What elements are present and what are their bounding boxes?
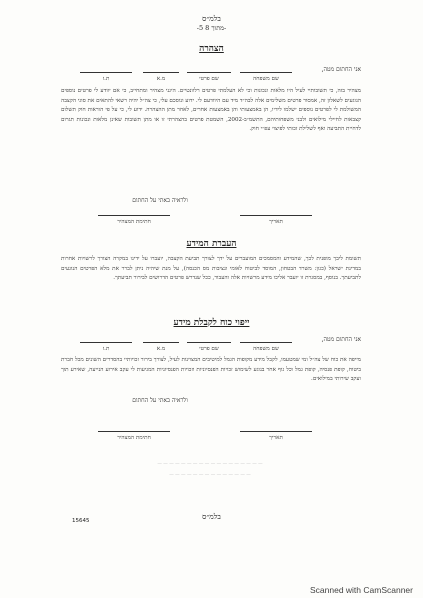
id-number-label: ת.ז bbox=[102, 76, 110, 82]
transfer-title: העברת המידע bbox=[186, 239, 237, 249]
authorization-date-field[interactable] bbox=[240, 431, 312, 432]
declaration-date-field[interactable] bbox=[240, 215, 312, 216]
authorization-sign-caption: ולראיה באתי על החתום bbox=[132, 397, 188, 404]
classification-header: בלמ״ס bbox=[202, 14, 221, 23]
declaration-signature-field[interactable] bbox=[98, 215, 170, 216]
first-name-field[interactable] bbox=[187, 72, 231, 73]
transfer-body: תשומת ליבך מופנית לכך, שהמידע והמסמכים המועברים על ידך לצורך תביעת הקצבה, יועברו על ידינו במקרה הצורך לרשויות אחרות במדינת ישראל (כגון: משרד הבטחון, המוסד לביטוח לאומי ונציבות מס הכנסה), על מנת שיהיה ניתן לברר את מלא הפרטים הנוגעים לתביעתך. בנוסף, במסגרת זו יועבר אליכו מידע מרשויות אלה והעבור, ככל שנדרש פרטים הדרושים לבירור תביעתך. bbox=[61, 256, 361, 282]
personal-number-field[interactable] bbox=[143, 72, 179, 73]
declaration-title: הצהרה bbox=[199, 44, 224, 54]
declaration-date-label: תאריך bbox=[269, 219, 283, 225]
authorization-signature-label: חתימת המצהיר bbox=[117, 435, 151, 441]
page-number: -5 מתוך 8- bbox=[196, 24, 227, 32]
authorization-intro: אני החתום מטה, bbox=[321, 336, 361, 343]
first-name-label: שם פרטי bbox=[199, 76, 219, 82]
last-name-label: שם משפחה bbox=[253, 76, 279, 82]
personal-number-label: מ.א bbox=[156, 76, 166, 82]
authorization-signature-field[interactable] bbox=[98, 431, 170, 432]
id-number-field[interactable] bbox=[80, 72, 132, 73]
authorization-date-label: תאריך bbox=[269, 435, 283, 441]
faint-bleed-line-1: — — — — — — — — — — — — — — — — — — bbox=[157, 462, 263, 467]
authorization-body: מייפה את כוח של צה״ל ומי שמטעמו, לקבל מידע מקופות הגמל למיטיבים המצוינות לעיל, לצורך בירור זכויותיי בהסדרים השונים מכל חברת ביטוח, קופת פנסיה, קופת גמל וכל גוף אחר בנוגע לשימוש זכויות הפנסיוניות וזכויות הפנסיוניות המגיעות לי עקב אירוע הנייעה, שאירע תוך ועקב שירותי במילואים. bbox=[61, 357, 361, 383]
auth-last-name-label: שם משפחה bbox=[253, 346, 279, 352]
auth-id-number-field[interactable] bbox=[80, 342, 132, 343]
classification-footer: בלמ״ס bbox=[202, 512, 221, 521]
auth-first-name-field[interactable] bbox=[187, 342, 231, 343]
auth-first-name-label: שם פרטי bbox=[199, 346, 219, 352]
auth-last-name-field[interactable] bbox=[240, 342, 292, 343]
document-code: 15645 bbox=[72, 518, 90, 524]
last-name-field[interactable] bbox=[240, 72, 292, 73]
authorization-title: ייפוי כוח לקבלת מידע bbox=[173, 318, 250, 328]
camscanner-watermark: Scanned with CamScanner bbox=[309, 585, 413, 595]
declaration-signature-label: חתימת המצהיר bbox=[117, 219, 151, 225]
declaration-body: מצהיר בזה, כי תשובותיי לעיל היו מלאות ונכונות וכי לא העלמתי פרטים רלוונטיים. היגני מצהיר ומתחייב, כי אם יוודע לי פרטים נוספים הנוגעים לשאלון זה, אמסור פרטים משלימים אלה לבה״ד מיד עם היוודעם לי. ידוע ונוסכם עלי, כי צה״ל יהיה רשאי להתאים את סוגי הקצבה המשולמת לי לפרטים נוספים ישלמו לידיו, הן באמצעותי והן באמצעות אחרים, לאחר מתן ההצהרה. ידוע לי, כי על פי הוראות חוק תשלום קצבאות לחיילי מילואים ולבני משפחותיהם, התשמ״ב-2002, השמטת פרטים בהצהרתי זו או מתן תשובות שאינן מלאות ונכונות תגרום לדחיית התביעה ואף לשלילת זכותי לפיצוי עפ״י חוק. bbox=[61, 88, 361, 133]
auth-id-number-label: ת.ז bbox=[102, 346, 110, 352]
declaration-intro: אני החתום מטה, bbox=[321, 66, 361, 73]
declaration-sign-caption: ולראיה באתי על החתום bbox=[132, 197, 188, 204]
faint-bleed-line-2: — — — — — — — — — — — — — — bbox=[169, 473, 251, 478]
auth-personal-number-field[interactable] bbox=[143, 342, 179, 343]
auth-personal-number-label: מ.א bbox=[156, 346, 166, 352]
